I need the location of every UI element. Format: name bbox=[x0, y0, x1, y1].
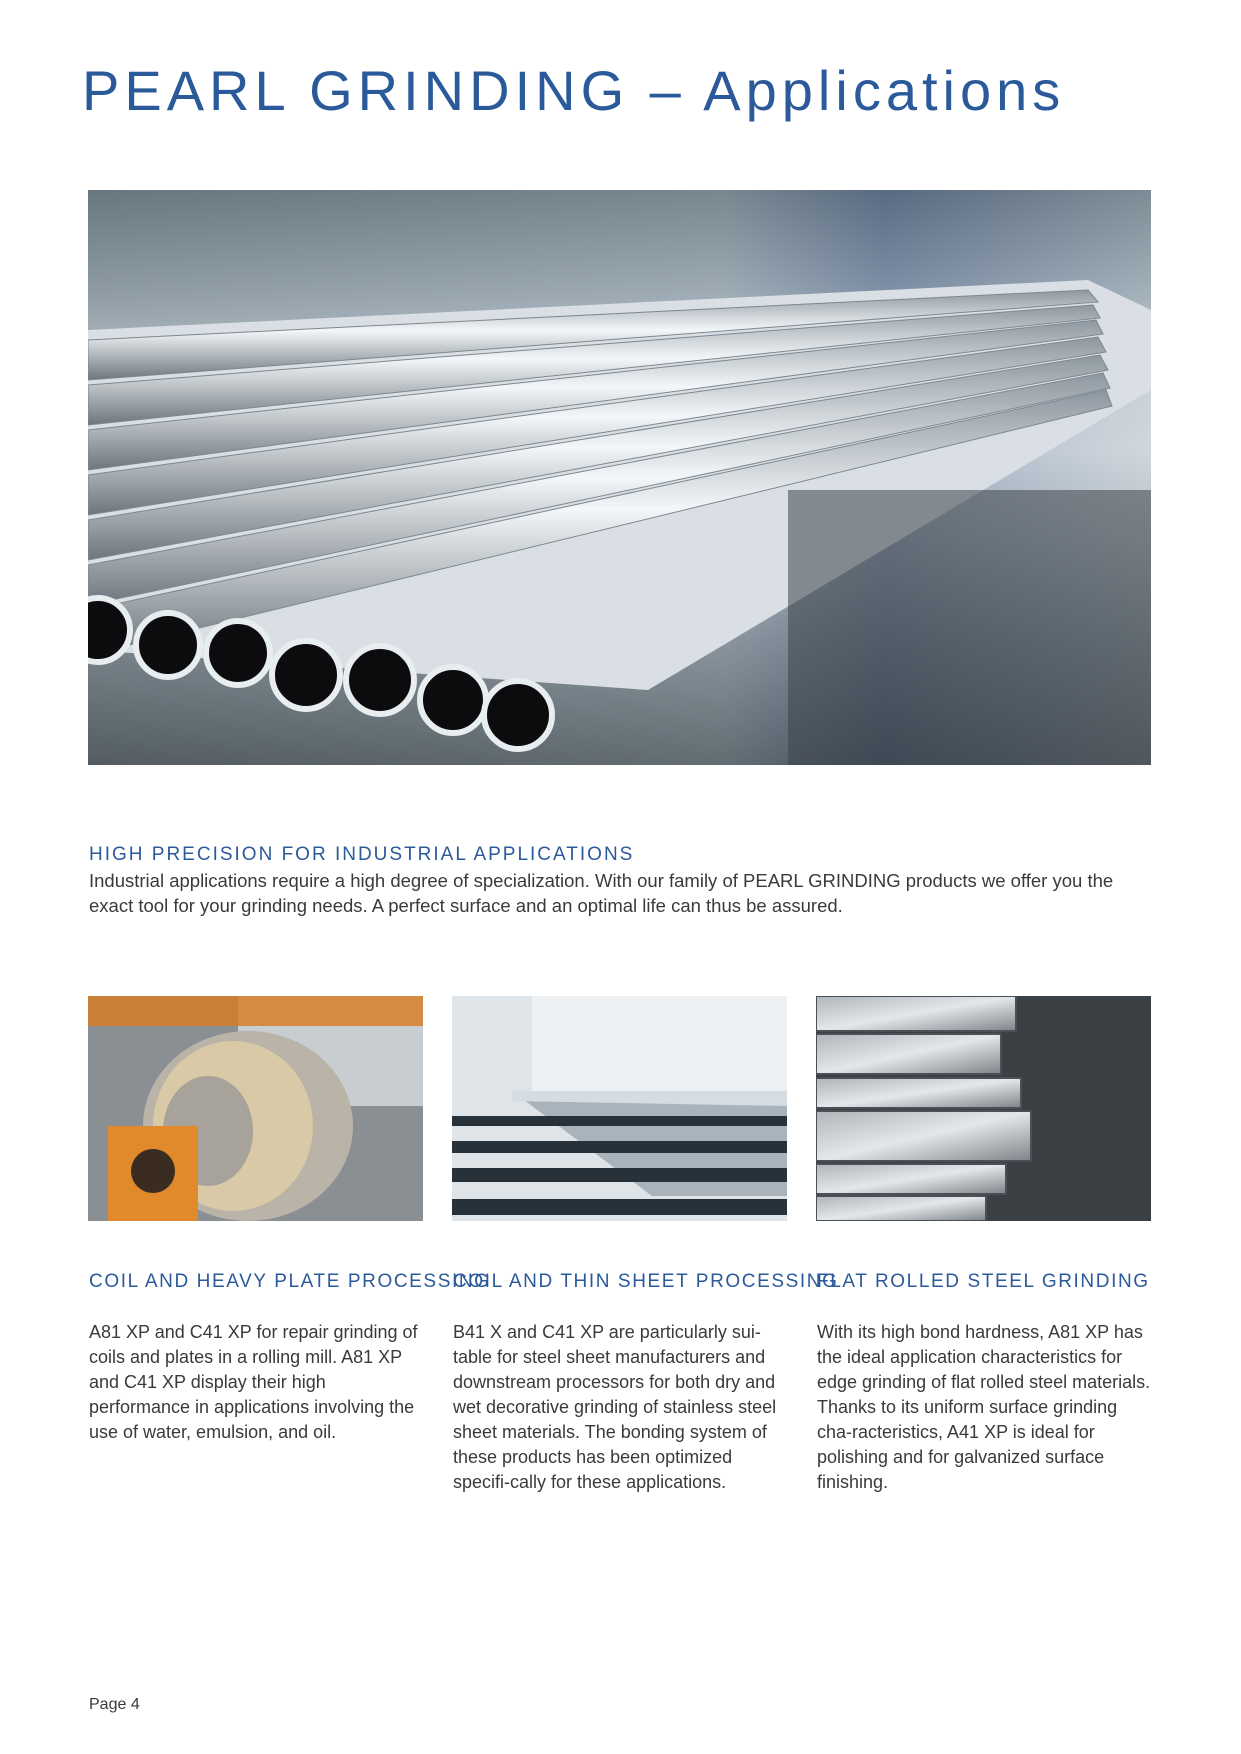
column-text-flat-rolled-steel: With its high bond hardness, A81 XP has the ideal application characteristics for edge grinding of flat rolled steel materials. Thanks to its uniform surface grinding cha-racteristics, A41 XP is ideal for polishing and for galvanized surface finishing. bbox=[817, 1322, 1151, 1492]
page-number: Page 4 bbox=[89, 1696, 140, 1713]
column-text-coil-heavy-plate: A81 XP and C41 XP for repair grinding of coils and plates in a rolling mill. A81 XP and C41 XP display their high performance in applications involving the use of water, emulsion, and oil. bbox=[89, 1322, 418, 1442]
page-title: PEARL GRINDING – Applications bbox=[82, 59, 1066, 122]
image-flat-rolled-steel bbox=[816, 996, 1151, 1221]
column-heading-flat-rolled-steel: FLAT ROLLED STEEL GRINDING bbox=[817, 1271, 1150, 1292]
section-heading: HIGH PRECISION FOR INDUSTRIAL APPLICATIONS bbox=[89, 844, 635, 865]
column-text-coil-thin-sheet: B41 X and C41 XP are particularly sui-table for steel sheet manufacturers and downstream processors for both dry and wet decorative grinding of stainless steel sheet materials. The bonding system of these products has been optimized specifi-cally for these applications. bbox=[453, 1322, 777, 1492]
section-text: Industrial applications require a high degree of specialization. With our family of PEARL GRINDING products we offer you the exact tool for your grinding needs. A perfect surface and an optimal life can thus be assured. bbox=[89, 870, 1114, 916]
column-heading-coil-thin-sheet: COIL AND THIN SHEET PROCESSING bbox=[453, 1271, 839, 1292]
image-thin-sheet-processing bbox=[452, 996, 787, 1221]
image-coil-processing bbox=[88, 996, 423, 1221]
column-heading-coil-heavy-plate: COIL AND HEAVY PLATE PROCESSING bbox=[89, 1271, 491, 1292]
hero-image-steel-tubes bbox=[88, 190, 1151, 765]
